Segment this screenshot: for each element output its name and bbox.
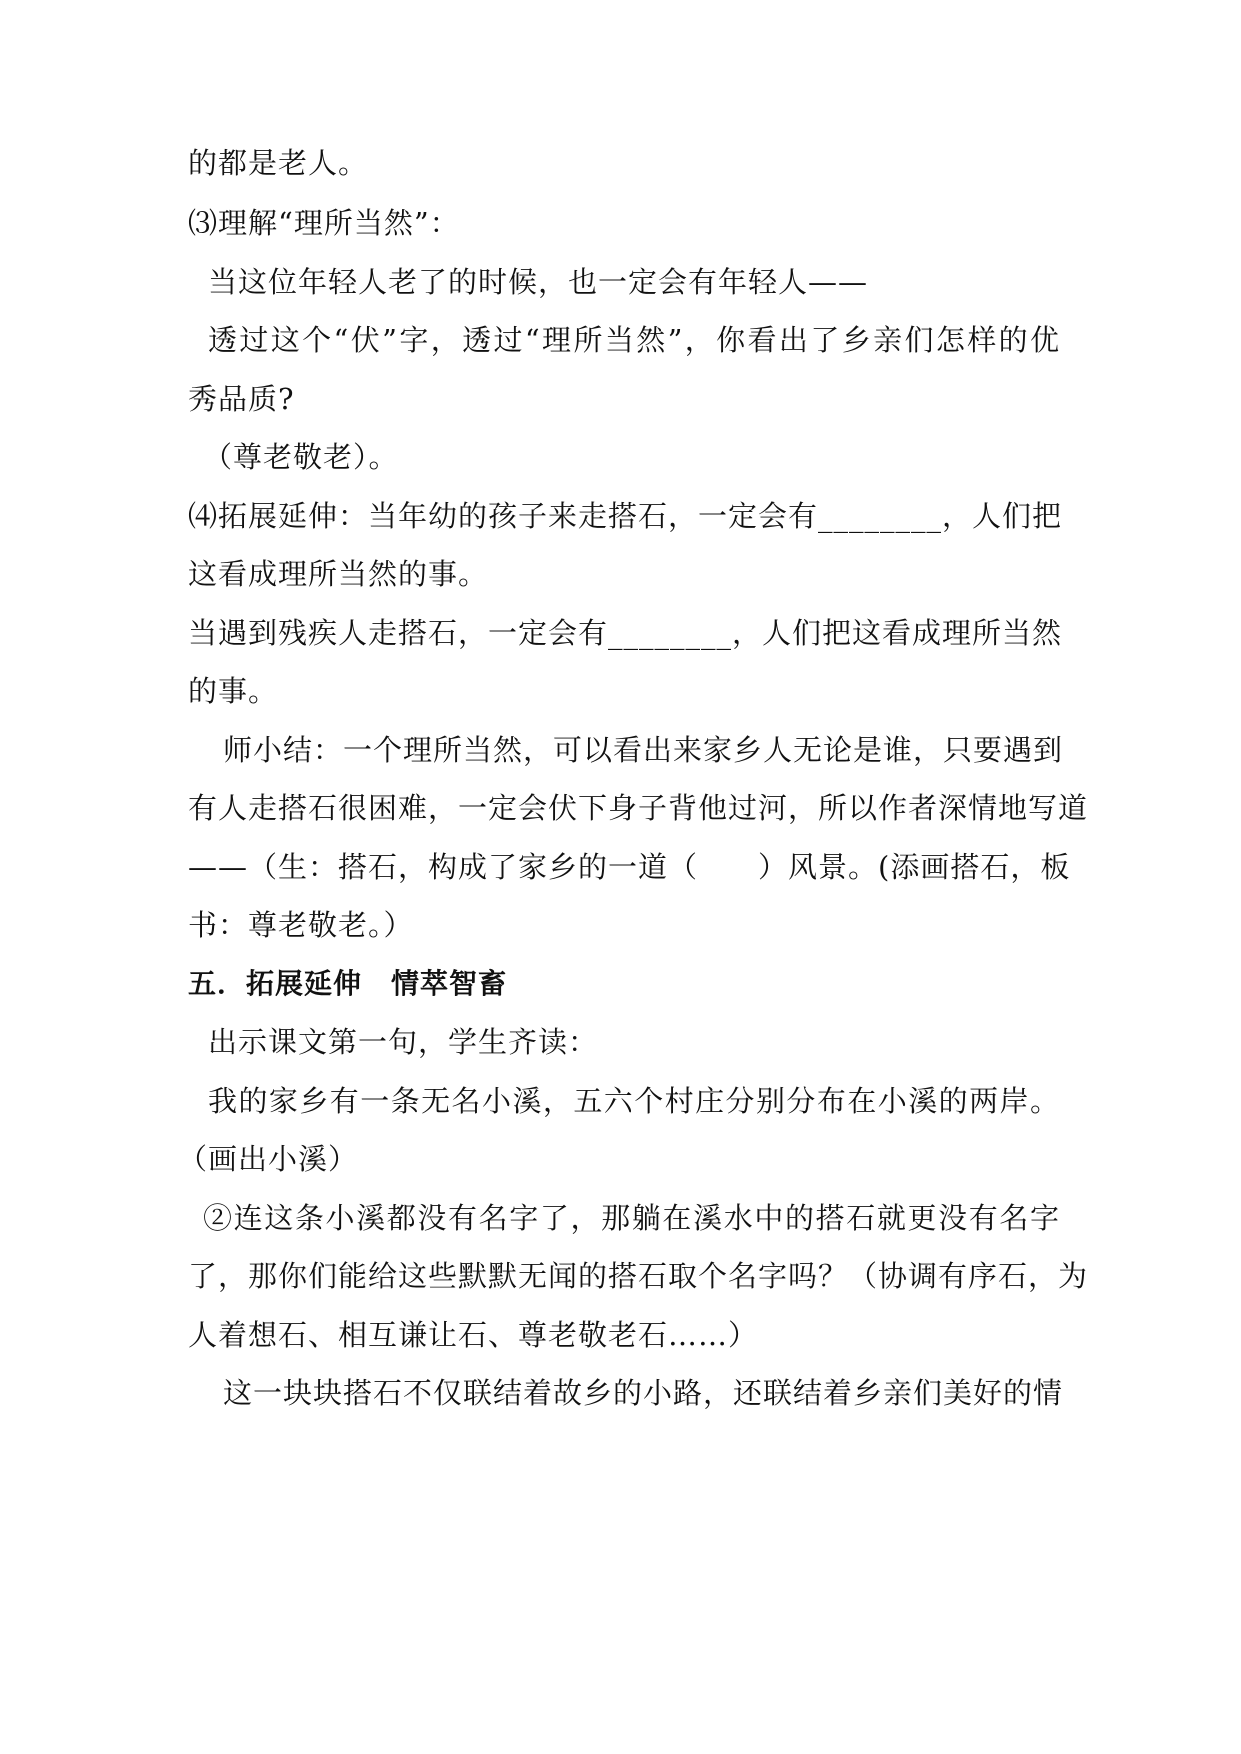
text-line: 出示课文第一句，学生齐读： [208, 1025, 599, 1059]
text-line: （画出小溪） [178, 1142, 359, 1176]
text-line: 书：尊老敬老。） [188, 908, 414, 942]
text-line: 当这位年轻人老了的时候，也一定会有年轻人—— [208, 265, 869, 299]
text-line: 当遇到残疾人走搭石，一定会有________，人们把这看成理所当然 [188, 616, 1063, 650]
text-line: 有人走搭石很困难，一定会伏下身子背他过河，所以作者深情地写道 [188, 791, 1089, 825]
text-line: 秀品质? [188, 382, 295, 416]
teacher-summary: 师小结：一个理所当然，可以看出来家乡人无论是谁，只要遇到 [223, 733, 1064, 767]
text-line: 这看成理所当然的事。 [188, 557, 489, 591]
text-line: 我的家乡有一条无名小溪，五六个村庄分别分布在小溪的两岸。 [208, 1084, 1060, 1118]
text-line: 的事。 [188, 674, 279, 708]
text-line: ②连这条小溪都没有名字了，那躺在溪水中的搭石就更没有名字 [203, 1201, 1060, 1235]
section-point-4: ⑷拓展延伸：当年幼的孩子来走搭石，一定会有________，人们把 [188, 499, 1063, 533]
text-line: 了，那你们能给这些默默无闻的搭石取个名字吗？（协调有序石，为 [188, 1259, 1089, 1293]
section-point-3: ⑶理解“理所当然”： [188, 206, 460, 240]
text-line: ——（生：搭石，构成了家乡的一道（ ）风景。(添画搭石，板 [188, 850, 1071, 884]
text-line: 透过这个“伏”字，透过“理所当然”，你看出了乡亲们怎样的优 [208, 323, 1060, 357]
section-heading-5: 五．拓展延伸 情萃智畜 [188, 967, 508, 1000]
text-line: 人着想石、相互谦让石、尊老敬老石……） [188, 1318, 759, 1352]
text-line: 这一块块搭石不仅联结着故乡的小路，还联结着乡亲们美好的情 [223, 1376, 1064, 1410]
text-line: 的都是老人。 [188, 146, 369, 180]
answer-line: （尊老敬老）。 [203, 440, 399, 474]
